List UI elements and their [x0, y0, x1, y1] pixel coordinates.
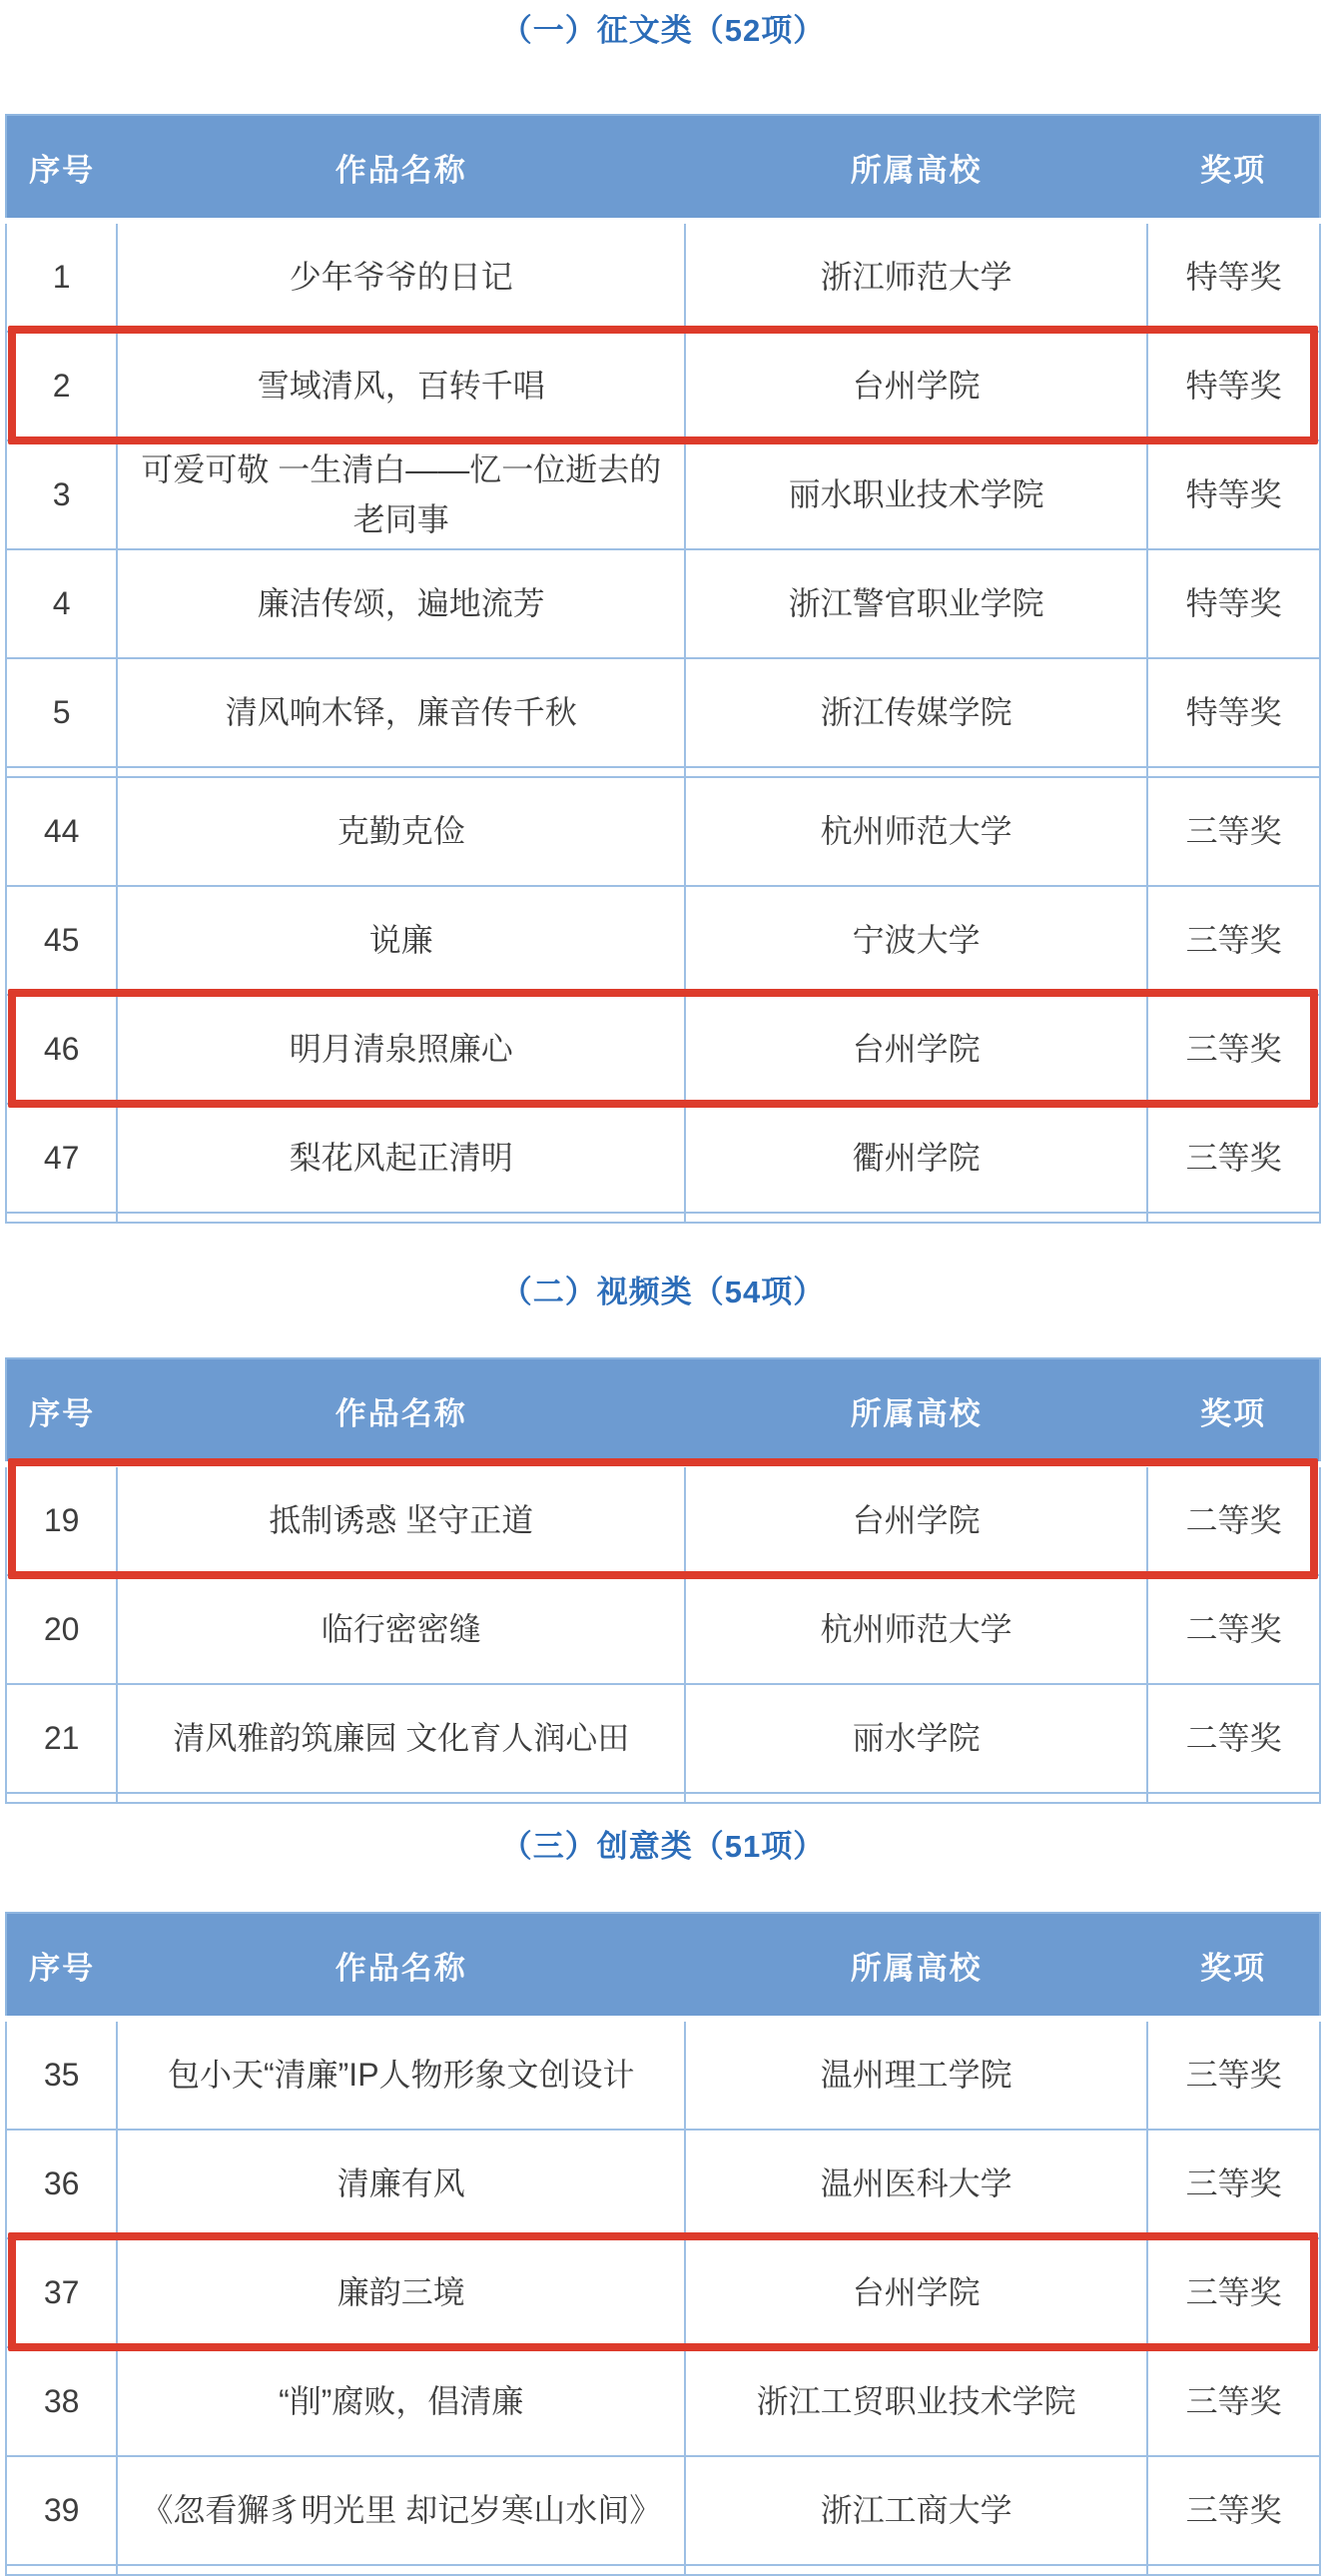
- work-title: 《忽看獬豸明光里 却记岁寒山水间》: [117, 2456, 685, 2565]
- truncated-cell: [1147, 767, 1320, 777]
- header-row: [6, 1358, 1320, 1464]
- truncated-cell: [117, 1213, 685, 1223]
- award: 三等奖: [1147, 2456, 1320, 2565]
- award: 二等奖: [1147, 1464, 1320, 1575]
- work-title: 克勤克俭: [117, 777, 685, 886]
- header-row: [6, 1913, 1320, 2019]
- column-header-2: 作品名称: [117, 1358, 685, 1464]
- table-wrapper: [5, 1912, 1321, 2576]
- table-row-35: [6, 2019, 1320, 2130]
- truncated-row: [6, 1793, 1320, 1803]
- award: 特等奖: [1147, 440, 1320, 549]
- truncated-cell: [685, 1793, 1147, 1803]
- school: 台州学院: [685, 332, 1147, 440]
- truncated-cell: [1147, 2565, 1320, 2575]
- work-title: 雪域清风，百转千唱: [117, 332, 685, 440]
- work-title: 临行密密缝: [117, 1575, 685, 1684]
- row-no: 47: [6, 1104, 117, 1213]
- truncated-cell: [6, 767, 117, 777]
- work-title: 可爱可敬 一生清白——忆一位逝去的老同事: [117, 440, 685, 549]
- table-row-45: [6, 886, 1320, 995]
- award-section: [0, 1828, 1326, 2576]
- column-header-2: 作品名称: [117, 115, 685, 221]
- school: 杭州师范大学: [685, 777, 1147, 886]
- award-document: [0, 12, 1326, 2576]
- table-wrapper: [5, 1357, 1321, 1804]
- awards-table: [5, 114, 1321, 1224]
- award: 三等奖: [1147, 2347, 1320, 2456]
- work-title: 廉洁传颂，遍地流芳: [117, 549, 685, 658]
- table-row-4: [6, 549, 1320, 658]
- column-header-2: 作品名称: [117, 1913, 685, 2019]
- table-row-46: [6, 995, 1320, 1104]
- truncated-cell: [6, 1793, 117, 1803]
- work-title: “削”腐败，倡清廉: [117, 2347, 685, 2456]
- section-title: （一）征文类（52项）: [500, 13, 826, 48]
- school: 丽水学院: [685, 1684, 1147, 1793]
- row-no: 19: [6, 1464, 117, 1575]
- row-no: 21: [6, 1684, 117, 1793]
- row-no: 5: [6, 658, 117, 767]
- school: 台州学院: [685, 2238, 1147, 2347]
- row-no: 20: [6, 1575, 117, 1684]
- header-row: [6, 115, 1320, 221]
- table-row-21: [6, 1684, 1320, 1793]
- truncated-cell: [6, 1213, 117, 1223]
- awards-table: [5, 1357, 1321, 1804]
- school: 宁波大学: [685, 886, 1147, 995]
- award: 三等奖: [1147, 2019, 1320, 2130]
- school: 台州学院: [685, 1464, 1147, 1575]
- table-row-1: [6, 221, 1320, 332]
- school: 浙江传媒学院: [685, 658, 1147, 767]
- truncated-row: [6, 767, 1320, 777]
- row-no: 36: [6, 2130, 117, 2238]
- work-title: 清风雅韵筑廉园 文化育人润心田: [117, 1684, 685, 1793]
- table-row-39: [6, 2456, 1320, 2565]
- column-header-4: 奖项: [1147, 115, 1320, 221]
- table-row-44: [6, 777, 1320, 886]
- work-title: 包小天“清廉”IP人物形象文创设计: [117, 2019, 685, 2130]
- table-row-47: [6, 1104, 1320, 1213]
- table-row-2: [6, 332, 1320, 440]
- work-title: 说廉: [117, 886, 685, 995]
- truncated-cell: [6, 2565, 117, 2575]
- row-no: 38: [6, 2347, 117, 2456]
- section-title: （二）视频类（54项）: [500, 1275, 826, 1309]
- award-section: [0, 12, 1326, 1224]
- award: 二等奖: [1147, 1575, 1320, 1684]
- award: 特等奖: [1147, 658, 1320, 767]
- award: 三等奖: [1147, 886, 1320, 995]
- table-row-19: [6, 1464, 1320, 1575]
- table-row-38: [6, 2347, 1320, 2456]
- column-header-4: 奖项: [1147, 1913, 1320, 2019]
- school: 浙江工贸职业技术学院: [685, 2347, 1147, 2456]
- row-no: 4: [6, 549, 117, 658]
- award: 特等奖: [1147, 221, 1320, 332]
- row-no: 39: [6, 2456, 117, 2565]
- award: 特等奖: [1147, 332, 1320, 440]
- row-no: 35: [6, 2019, 117, 2130]
- award: 三等奖: [1147, 777, 1320, 886]
- school: 浙江工商大学: [685, 2456, 1147, 2565]
- truncated-cell: [685, 767, 1147, 777]
- school: 丽水职业技术学院: [685, 440, 1147, 549]
- row-no: 2: [6, 332, 117, 440]
- work-title: 少年爷爷的日记: [117, 221, 685, 332]
- work-title: 清廉有风: [117, 2130, 685, 2238]
- school: 衢州学院: [685, 1104, 1147, 1213]
- award: 三等奖: [1147, 2238, 1320, 2347]
- award: 三等奖: [1147, 1104, 1320, 1213]
- row-no: 45: [6, 886, 117, 995]
- awards-table: [5, 1912, 1321, 2576]
- award: 三等奖: [1147, 995, 1320, 1104]
- truncated-row: [6, 2565, 1320, 2575]
- column-header-1: 序号: [6, 1358, 117, 1464]
- truncated-cell: [1147, 1213, 1320, 1223]
- award: 二等奖: [1147, 1684, 1320, 1793]
- table-row-36: [6, 2130, 1320, 2238]
- school: 温州医科大学: [685, 2130, 1147, 2238]
- column-header-1: 序号: [6, 1913, 117, 2019]
- award-section: [0, 1274, 1326, 1804]
- truncated-cell: [117, 1793, 685, 1803]
- table-row-3: [6, 440, 1320, 549]
- column-header-4: 奖项: [1147, 1358, 1320, 1464]
- row-no: 46: [6, 995, 117, 1104]
- school: 温州理工学院: [685, 2019, 1147, 2130]
- school: 浙江师范大学: [685, 221, 1147, 332]
- truncated-cell: [685, 2565, 1147, 2575]
- table-row-20: [6, 1575, 1320, 1684]
- row-no: 3: [6, 440, 117, 549]
- work-title: 抵制诱惑 坚守正道: [117, 1464, 685, 1575]
- column-header-3: 所属高校: [685, 1913, 1147, 2019]
- work-title: 梨花风起正清明: [117, 1104, 685, 1213]
- truncated-row: [6, 1213, 1320, 1223]
- row-no: 1: [6, 221, 117, 332]
- truncated-cell: [117, 2565, 685, 2575]
- column-header-1: 序号: [6, 115, 117, 221]
- row-no: 44: [6, 777, 117, 886]
- award: 特等奖: [1147, 549, 1320, 658]
- award: 三等奖: [1147, 2130, 1320, 2238]
- table-row-5: [6, 658, 1320, 767]
- truncated-cell: [685, 1213, 1147, 1223]
- row-no: 37: [6, 2238, 117, 2347]
- table-wrapper: [5, 114, 1321, 1224]
- school: 杭州师范大学: [685, 1575, 1147, 1684]
- work-title: 清风响木铎，廉音传千秋: [117, 658, 685, 767]
- work-title: 明月清泉照廉心: [117, 995, 685, 1104]
- school: 台州学院: [685, 995, 1147, 1104]
- column-header-3: 所属高校: [685, 1358, 1147, 1464]
- table-row-37: [6, 2238, 1320, 2347]
- truncated-cell: [117, 767, 685, 777]
- truncated-cell: [1147, 1793, 1320, 1803]
- column-header-3: 所属高校: [685, 115, 1147, 221]
- work-title: 廉韵三境: [117, 2238, 685, 2347]
- section-title: （三）创意类（51项）: [500, 1829, 826, 1864]
- school: 浙江警官职业学院: [685, 549, 1147, 658]
